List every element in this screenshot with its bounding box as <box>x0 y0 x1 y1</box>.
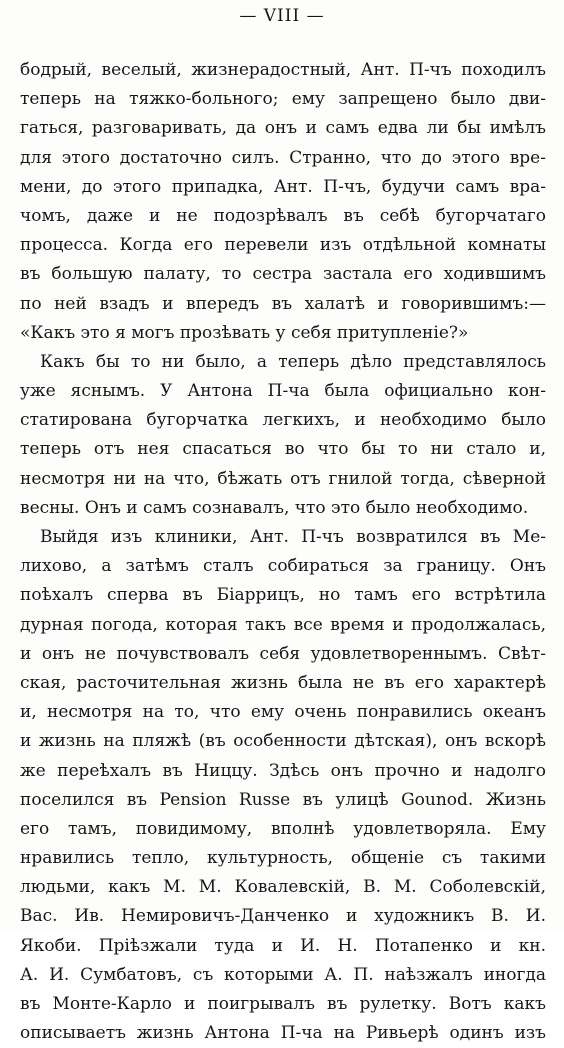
text-line: и онъ не почувствовалъ себя удовлетвореннымъ. Свѣт- <box>20 643 546 664</box>
text-line: нравились тепло, культурность, общеніе съ такими <box>20 848 546 869</box>
body-text <box>20 56 546 1048</box>
text-line: поселился въ Pension Russe въ улицѣ Gounod. Жизнь <box>20 789 546 810</box>
text-line: уже яснымъ. У Антона П-ча была официально кон- <box>20 381 546 402</box>
text-line: мени, до этого припадка, Ант. П-чъ, будучи самъ врa- <box>20 176 546 197</box>
text-line: для этого достаточно силъ. Странно, что до этого вре- <box>20 147 546 168</box>
text-line: Какъ бы то ни было, а теперь дѣло представлялось <box>40 351 546 372</box>
text-line: статирована бугорчатка легкихъ, и необходимо было <box>20 410 546 431</box>
text-line: поѣхалъ сперва въ Біаррицъ, но тамъ его встрѣтила <box>20 585 546 606</box>
text-line: теперь отъ нея спасаться во что бы то ни стало и, <box>20 439 546 460</box>
text-line: чомъ, даже и не подозрѣвалъ въ себѣ бугорчатaго <box>20 205 546 226</box>
text-line: весны. Онъ и самъ сознавалъ, что это было необходимо. <box>20 497 529 518</box>
text-line: «Какъ это я могъ прозѣвать у себя притупленіе?» <box>20 322 469 343</box>
text-line: описываетъ жизнь Антона П-ча на Ривьерѣ одинъ изъ <box>20 1023 546 1044</box>
text-line: же переѣхалъ въ Ниццу. Здѣсь онъ прочно и надолго <box>20 760 546 781</box>
text-line: дурная погода, которая такъ все время и продолжалась, <box>20 614 546 635</box>
text-line: въ большую палату, то сестра застала его ходившимъ <box>20 264 546 285</box>
text-line: гаться, разговаривать, да онъ и самъ едва ли бы имѣлъ <box>20 118 546 139</box>
text-line: Выйдя изъ клиники, Ант. П-чъ возвратился въ Ме- <box>40 527 546 547</box>
text-line: теперь на тяжко-больного; ему запрещено было дви- <box>20 89 546 110</box>
text-line: ская, расточительная жизнь была не въ его характерѣ <box>20 672 546 693</box>
text-line: лихово, а затѣмъ сталъ собираться за границу. Онъ <box>20 556 546 577</box>
text-line: и, несмотря на то, что ему очень понравились океанъ <box>20 702 546 723</box>
text-line: бодрый, веселый, жизнерадостный, Ант. П-чъ походилъ <box>20 60 546 80</box>
text-line: несмотря ни на что, бѣжать отъ гнилой тогда, сѣверной <box>20 468 546 489</box>
text-line: его тамъ, повидимому, вполнѣ удовлетворяла. Ему <box>20 818 546 839</box>
text-line: процесса. Когда его перевели изъ отдѣльной комнаты <box>20 235 546 256</box>
text-line: и жизнь на пляжѣ (въ особенности дѣтская), онъ вскорѣ <box>20 731 546 752</box>
page-number-header: — VIII — <box>239 6 325 26</box>
text-line: Вас. Ив. Немировичъ-Данченко и художникъ В. И. <box>20 906 546 927</box>
text-line: людьми, какъ М. М. Ковалевскій, В. М. Соболевскій, <box>20 877 546 898</box>
text-line: по ней взадъ и впередъ въ халатѣ и говорившимъ:— <box>20 293 546 314</box>
text-line: въ Монте-Карло и поигрывалъ въ рулетку. Вотъ какъ <box>20 994 546 1014</box>
text-line: А. И. Сумбатовъ, съ которыми А. П. наѣзжалъ иногда <box>20 964 546 985</box>
text-line: Якоби. Пріѣзжали туда и И. Н. Потапенко и кн. <box>20 935 546 956</box>
